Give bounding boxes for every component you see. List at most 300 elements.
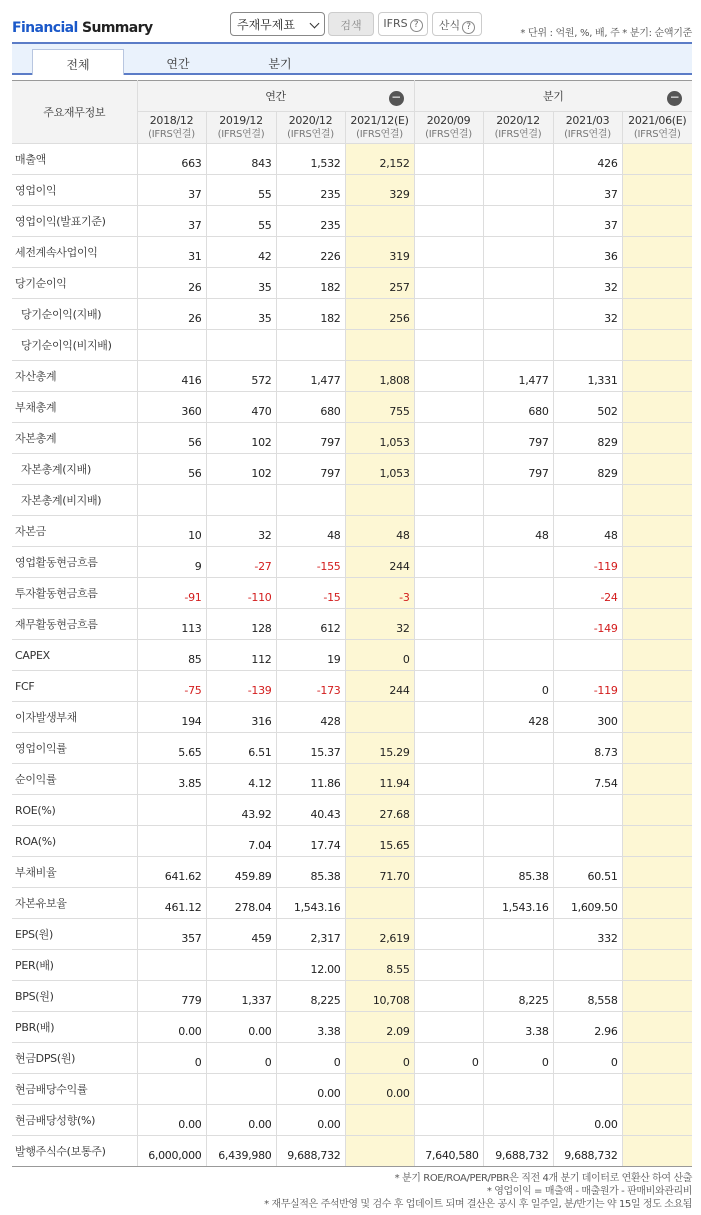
row-label: EPS(원): [12, 919, 137, 950]
table-cell: [137, 485, 206, 516]
table-cell: 6,000,000: [137, 1136, 206, 1167]
table-row: [12, 888, 692, 919]
table-cell: -110: [206, 578, 276, 609]
table-cell: [622, 764, 692, 795]
table-cell: [622, 144, 692, 175]
table-cell: 182: [276, 268, 345, 299]
table-cell: [414, 888, 483, 919]
column-header: [137, 112, 206, 144]
table-cell: 1,543.16: [483, 888, 553, 919]
table-row: [12, 1136, 692, 1167]
table-cell: 43.92: [206, 795, 276, 826]
table-cell: 1,477: [276, 361, 345, 392]
table-row: [12, 175, 692, 206]
table-row: [12, 671, 692, 702]
table-cell: -91: [137, 578, 206, 609]
period-tabs: [12, 42, 692, 75]
table-cell: 0.00: [137, 1105, 206, 1136]
table-cell: [622, 1043, 692, 1074]
table-cell: [622, 1105, 692, 1136]
table-cell: [414, 671, 483, 702]
table-cell: [483, 485, 553, 516]
table-cell: 19: [276, 640, 345, 671]
table-cell: 55: [206, 175, 276, 206]
table-row: [12, 1105, 692, 1136]
table-row: [12, 423, 692, 454]
table-cell: 0.00: [206, 1105, 276, 1136]
table-cell: [622, 795, 692, 826]
table-cell: 56: [137, 454, 206, 485]
table-cell: [414, 175, 483, 206]
table-cell: [483, 330, 553, 361]
formula-label: 산식: [438, 19, 461, 32]
table-cell: 5.65: [137, 733, 206, 764]
row-label: 자본유보율: [12, 888, 137, 919]
search-button[interactable]: 검색: [328, 12, 374, 36]
summary-header: [12, 10, 692, 42]
table-cell: 6,439,980: [206, 1136, 276, 1167]
column-basis: (IFRS연결): [564, 128, 611, 140]
footnote: * 재무실적은 주석반영 및 검수 후 업데이트 되며 결산은 공시 후 일주일, 분/반기는 약 15일 정도 소요됨: [264, 1199, 692, 1210]
table-cell: [622, 330, 692, 361]
chevron-down-icon: [310, 19, 320, 29]
table-cell: -149: [553, 609, 622, 640]
row-label: CAPEX: [12, 640, 137, 671]
page-title: [12, 20, 152, 36]
table-cell: 128: [206, 609, 276, 640]
table-cell: [414, 392, 483, 423]
row-label: 자본총계(비지배): [12, 485, 137, 516]
table-cell: 48: [553, 516, 622, 547]
table-cell: [483, 795, 553, 826]
table-cell: 8,225: [276, 981, 345, 1012]
table-cell: [206, 330, 276, 361]
table-cell: [483, 237, 553, 268]
table-body: [12, 144, 692, 1167]
table-cell: 278.04: [206, 888, 276, 919]
table-cell: [553, 950, 622, 981]
row-label: 재무활동현금흐름: [12, 609, 137, 640]
table-cell: [414, 733, 483, 764]
table-row: [12, 702, 692, 733]
table-cell: 459: [206, 919, 276, 950]
table-cell: [345, 702, 414, 733]
table-cell: [345, 888, 414, 919]
table-cell: 11.86: [276, 764, 345, 795]
table-cell: 9,688,732: [553, 1136, 622, 1167]
table-cell: 0: [345, 1043, 414, 1074]
table-cell: [414, 919, 483, 950]
table-cell: 316: [206, 702, 276, 733]
table-cell: 112: [206, 640, 276, 671]
column-basis: (IFRS연결): [217, 128, 265, 140]
table-cell: [483, 578, 553, 609]
table-cell: [622, 919, 692, 950]
table-cell: 244: [345, 547, 414, 578]
table-cell: 0: [483, 671, 553, 702]
table-row: [12, 981, 692, 1012]
table-cell: 26: [137, 299, 206, 330]
table-cell: 300: [553, 702, 622, 733]
table-cell: [622, 702, 692, 733]
row-label: 자본총계(지배): [12, 454, 137, 485]
table-cell: [622, 981, 692, 1012]
table-cell: 9: [137, 547, 206, 578]
tab-quarterly[interactable]: 분기: [268, 57, 292, 71]
table-row: [12, 764, 692, 795]
table-cell: 8.73: [553, 733, 622, 764]
collapse-icon[interactable]: −: [389, 91, 404, 106]
table-cell: 0.00: [276, 1105, 345, 1136]
table-row: [12, 1012, 692, 1043]
table-cell: [414, 516, 483, 547]
row-label: 당기순이익: [12, 268, 137, 299]
table-cell: [622, 671, 692, 702]
table-cell: 37: [553, 206, 622, 237]
table-cell: 235: [276, 206, 345, 237]
tab-all[interactable]: 전체: [32, 49, 124, 75]
row-label: BPS(원): [12, 981, 137, 1012]
table-cell: [414, 609, 483, 640]
column-period: 2018/12: [149, 113, 194, 127]
table-cell: 3.85: [137, 764, 206, 795]
table-cell: 357: [137, 919, 206, 950]
column-header: [622, 112, 692, 144]
table-cell: 829: [553, 454, 622, 485]
table-cell: [414, 299, 483, 330]
table-cell: [137, 330, 206, 361]
table-cell: [622, 361, 692, 392]
row-label: 부채총계: [12, 392, 137, 423]
table-cell: [414, 485, 483, 516]
column-header: [206, 112, 276, 144]
table-cell: [414, 1012, 483, 1043]
table-cell: [622, 733, 692, 764]
footnote: * 분기 ROE/ROA/PER/PBR은 직전 4개 분기 데이터로 연환산 하여 산출: [394, 1173, 692, 1184]
table-cell: [622, 826, 692, 857]
table-cell: [414, 144, 483, 175]
footnote: * 영업이익 = 매출액 - 매출원가 - 판매비와관리비: [486, 1186, 692, 1197]
table-cell: [414, 795, 483, 826]
table-cell: [622, 237, 692, 268]
row-label: 현금DPS(원): [12, 1043, 137, 1074]
row-label: 당기순이익(지배): [12, 299, 137, 330]
column-period: 2020/12: [288, 113, 333, 127]
row-label: 영업활동현금흐름: [12, 547, 137, 578]
table-cell: 37: [137, 206, 206, 237]
table-cell: 9,688,732: [483, 1136, 553, 1167]
table-cell: 470: [206, 392, 276, 423]
table-row: [12, 950, 692, 981]
table-cell: [414, 764, 483, 795]
table-row: [12, 392, 692, 423]
table-cell: [483, 733, 553, 764]
table-cell: 0.00: [206, 1012, 276, 1043]
table-cell: [414, 826, 483, 857]
row-label: 부채비율: [12, 857, 137, 888]
unit-note: * 단위 : 억원, %, 배, 주 * 분기: 순액기준: [520, 28, 692, 39]
column-basis: (IFRS연결): [425, 128, 472, 140]
table-cell: [206, 1074, 276, 1105]
table-cell: [622, 857, 692, 888]
table-cell: [137, 795, 206, 826]
table-cell: [206, 485, 276, 516]
table-cell: 1,543.16: [276, 888, 345, 919]
row-label: ROE(%): [12, 795, 137, 826]
table-cell: [553, 1074, 622, 1105]
table-cell: 235: [276, 175, 345, 206]
row-label: FCF: [12, 671, 137, 702]
table-cell: [414, 640, 483, 671]
table-cell: 428: [276, 702, 345, 733]
table-cell: 0.00: [553, 1105, 622, 1136]
table-cell: 0: [345, 640, 414, 671]
table-cell: 9,688,732: [276, 1136, 345, 1167]
table-cell: 0: [414, 1043, 483, 1074]
row-label: 매출액: [12, 144, 137, 175]
help-icon: ?: [410, 19, 423, 32]
table-cell: 8,225: [483, 981, 553, 1012]
table-cell: 1,808: [345, 361, 414, 392]
table-row: [12, 516, 692, 547]
table-cell: 797: [276, 454, 345, 485]
table-cell: -119: [553, 547, 622, 578]
table-cell: [553, 795, 622, 826]
table-cell: 31: [137, 237, 206, 268]
table-cell: -75: [137, 671, 206, 702]
table-cell: 32: [553, 268, 622, 299]
table-cell: 8,558: [553, 981, 622, 1012]
table-cell: 572: [206, 361, 276, 392]
table-cell: [414, 206, 483, 237]
table-row: [12, 1043, 692, 1074]
table-cell: 0.00: [137, 1012, 206, 1043]
group-quarter-label: 분기: [542, 90, 564, 103]
table-cell: 1,532: [276, 144, 345, 175]
table-cell: 7.04: [206, 826, 276, 857]
table-cell: 1,609.50: [553, 888, 622, 919]
table-cell: 37: [553, 175, 622, 206]
row-label: 현금배당성향(%): [12, 1105, 137, 1136]
table-cell: [483, 919, 553, 950]
table-cell: [622, 299, 692, 330]
table-cell: [622, 423, 692, 454]
table-cell: [414, 950, 483, 981]
table-cell: [206, 950, 276, 981]
table-cell: 779: [137, 981, 206, 1012]
table-row: [12, 144, 692, 175]
table-row: [12, 237, 692, 268]
table-row: [12, 206, 692, 237]
table-cell: 102: [206, 423, 276, 454]
table-cell: -27: [206, 547, 276, 578]
table-cell: 32: [206, 516, 276, 547]
table-cell: 55: [206, 206, 276, 237]
group-annual-label: 연간: [265, 90, 286, 103]
table-cell: 85: [137, 640, 206, 671]
row-label: 자본금: [12, 516, 137, 547]
table-cell: 15.29: [345, 733, 414, 764]
table-cell: [414, 1074, 483, 1105]
table-cell: 797: [483, 423, 553, 454]
table-cell: 2.09: [345, 1012, 414, 1043]
table-cell: 2,152: [345, 144, 414, 175]
financial-summary-table: [12, 80, 692, 1167]
table-cell: 35: [206, 268, 276, 299]
table-cell: [414, 547, 483, 578]
table-cell: 0: [483, 1043, 553, 1074]
table-cell: 843: [206, 144, 276, 175]
table-cell: 244: [345, 671, 414, 702]
table-cell: [553, 640, 622, 671]
table-row: [12, 485, 692, 516]
table-cell: [622, 1074, 692, 1105]
column-period: 2021/12(E): [350, 113, 409, 127]
table-cell: -139: [206, 671, 276, 702]
table-cell: -155: [276, 547, 345, 578]
table-cell: 32: [553, 299, 622, 330]
column-basis: (IFRS연결): [356, 128, 403, 140]
table-cell: 36: [553, 237, 622, 268]
table-cell: 71.70: [345, 857, 414, 888]
table-cell: [414, 857, 483, 888]
table-cell: 35: [206, 299, 276, 330]
table-cell: [414, 454, 483, 485]
table-cell: 7.54: [553, 764, 622, 795]
table-cell: [483, 268, 553, 299]
help-icon: ?: [462, 21, 475, 34]
table-cell: [276, 485, 345, 516]
row-label: ROA(%): [12, 826, 137, 857]
table-cell: [622, 175, 692, 206]
table-cell: 48: [345, 516, 414, 547]
ifrs-help-button[interactable]: [378, 12, 428, 36]
column-header: [553, 112, 622, 144]
table-cell: [345, 1105, 414, 1136]
table-cell: 428: [483, 702, 553, 733]
table-cell: 256: [345, 299, 414, 330]
table-cell: 1,331: [553, 361, 622, 392]
table-cell: 10,708: [345, 981, 414, 1012]
table-cell: 1,053: [345, 454, 414, 485]
table-cell: [622, 454, 692, 485]
table-cell: 102: [206, 454, 276, 485]
table-row: [12, 547, 692, 578]
table-cell: 12.00: [276, 950, 345, 981]
table-cell: 680: [276, 392, 345, 423]
table-cell: 797: [483, 454, 553, 485]
table-cell: -3: [345, 578, 414, 609]
table-cell: 3.38: [483, 1012, 553, 1043]
title-part-2: Summary: [81, 20, 153, 36]
table-row: [12, 609, 692, 640]
table-cell: [483, 175, 553, 206]
table-cell: 2,317: [276, 919, 345, 950]
table-cell: [483, 1074, 553, 1105]
table-cell: 40.43: [276, 795, 345, 826]
table-cell: [622, 516, 692, 547]
table-cell: [622, 392, 692, 423]
table-cell: [483, 826, 553, 857]
table-cell: [345, 330, 414, 361]
table-cell: 459.89: [206, 857, 276, 888]
table-cell: 680: [483, 392, 553, 423]
table-cell: 426: [553, 144, 622, 175]
table-cell: 48: [276, 516, 345, 547]
table-cell: 0: [137, 1043, 206, 1074]
row-label: 세전계속사업이익: [12, 237, 137, 268]
group-header-quarter: [414, 81, 692, 112]
table-cell: [414, 330, 483, 361]
row-label: PER(배): [12, 950, 137, 981]
table-cell: [483, 950, 553, 981]
table-cell: [553, 485, 622, 516]
collapse-icon[interactable]: −: [667, 91, 682, 106]
table-cell: 2,619: [345, 919, 414, 950]
column-basis: (IFRS연결): [148, 128, 195, 140]
table-cell: 226: [276, 237, 345, 268]
column-period: 2020/09: [426, 113, 471, 127]
table-cell: 360: [137, 392, 206, 423]
table-cell: [414, 578, 483, 609]
row-label: 자본총계: [12, 423, 137, 454]
row-label: 현금배당수익률: [12, 1074, 137, 1105]
table-cell: [137, 950, 206, 981]
column-header: [483, 112, 553, 144]
column-header: [345, 112, 414, 144]
table-row: [12, 330, 692, 361]
table-cell: [483, 144, 553, 175]
row-label: 투자활동현금흐름: [12, 578, 137, 609]
table-row: [12, 826, 692, 857]
statement-select[interactable]: [230, 12, 325, 36]
column-period: 2020/12: [496, 113, 540, 127]
table-row: [12, 268, 692, 299]
table-cell: 42: [206, 237, 276, 268]
footnotes: [264, 1172, 692, 1211]
table-cell: 319: [345, 237, 414, 268]
table-cell: 0: [553, 1043, 622, 1074]
column-basis: (IFRS연결): [494, 128, 542, 140]
table-cell: [483, 299, 553, 330]
table-row: [12, 919, 692, 950]
table-cell: 257: [345, 268, 414, 299]
table-cell: 85.38: [276, 857, 345, 888]
table-cell: 641.62: [137, 857, 206, 888]
row-label: 영업이익: [12, 175, 137, 206]
row-label: 영업이익(발표기준): [12, 206, 137, 237]
column-period: 2019/12: [219, 113, 263, 127]
row-label: PBR(배): [12, 1012, 137, 1043]
table-cell: 829: [553, 423, 622, 454]
table-cell: 416: [137, 361, 206, 392]
table-cell: [553, 330, 622, 361]
table-cell: 15.37: [276, 733, 345, 764]
table-cell: 0.00: [345, 1074, 414, 1105]
table-cell: -24: [553, 578, 622, 609]
tab-annual[interactable]: 연간: [166, 57, 190, 71]
formula-help-button[interactable]: [432, 12, 482, 36]
table-cell: 17.74: [276, 826, 345, 857]
table-cell: [483, 640, 553, 671]
table-cell: 56: [137, 423, 206, 454]
table-cell: 332: [553, 919, 622, 950]
ifrs-label: IFRS: [383, 17, 408, 30]
table-cell: 182: [276, 299, 345, 330]
table-cell: [553, 826, 622, 857]
table-row: [12, 1074, 692, 1105]
table-cell: [414, 423, 483, 454]
